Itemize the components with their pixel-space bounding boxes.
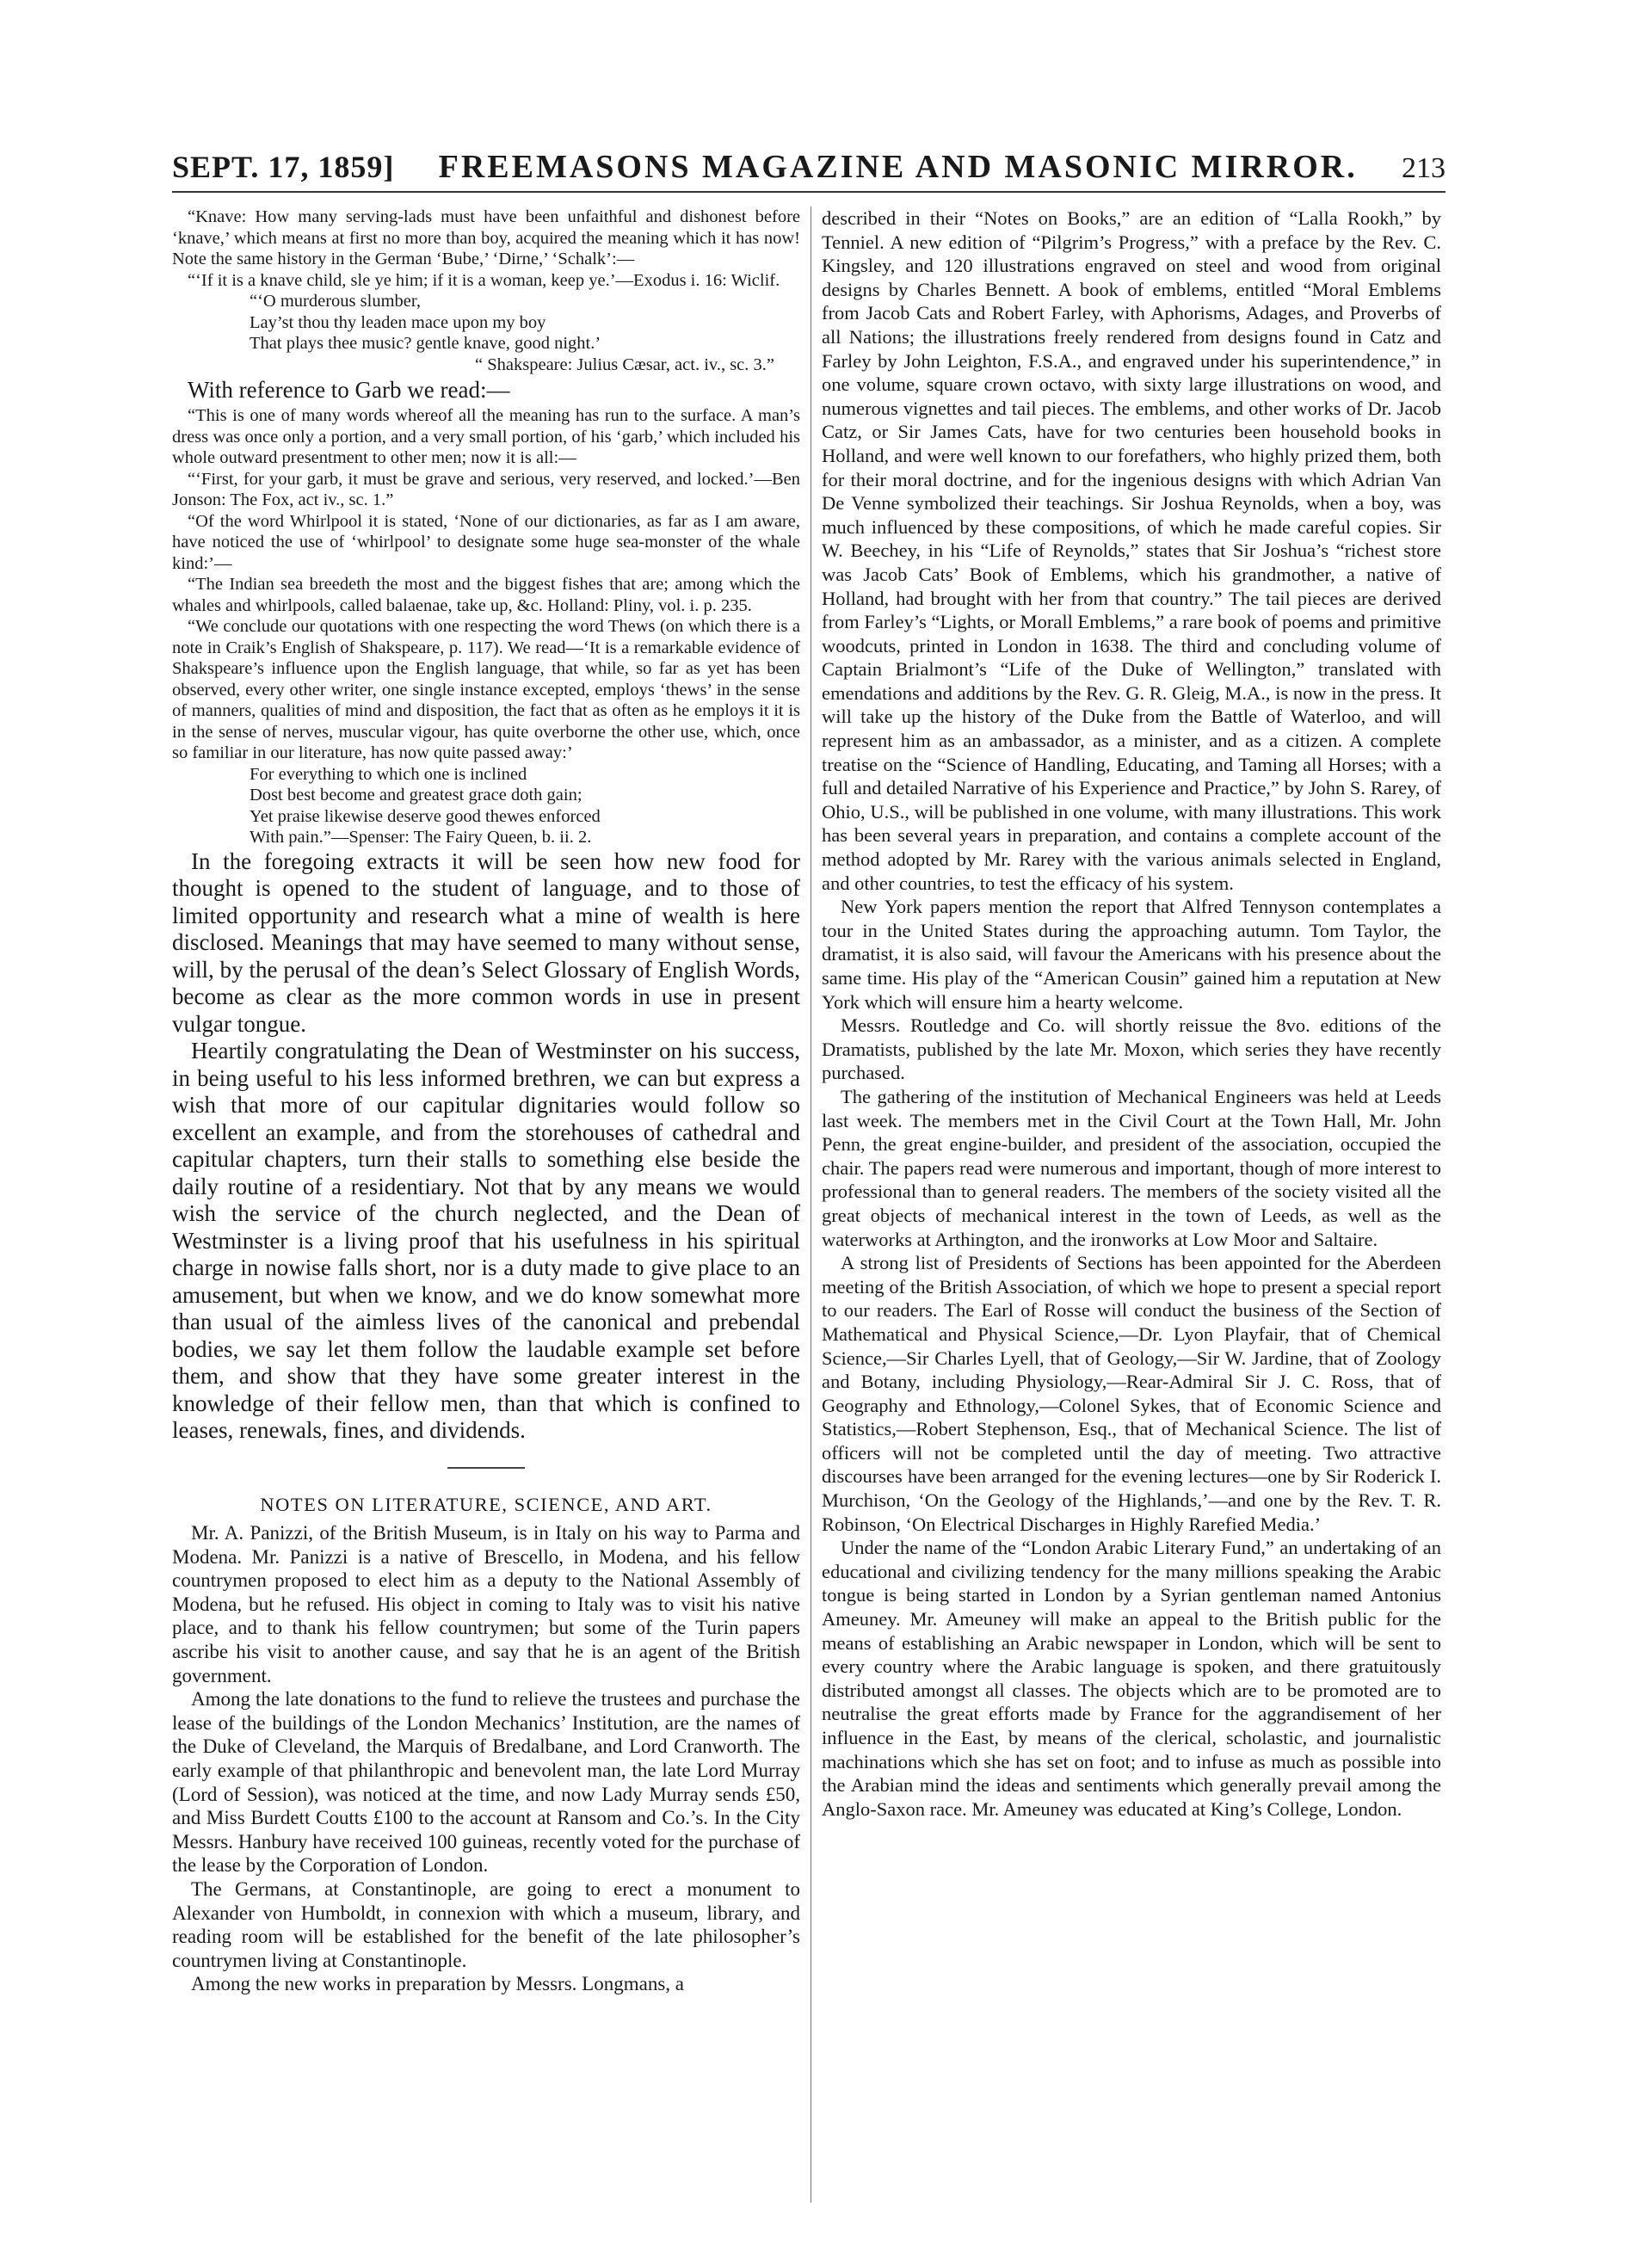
page-number: 213	[1402, 152, 1446, 184]
verse-line: For everything to which one is inclined	[250, 764, 527, 784]
panizzi-paragraph: Mr. A. Panizzi, of the British Museum, is in Italy on his way to Parma and Modena. Mr. Panizzi is a native of Brescello, in Modena, and his fellow countrymen proposed to elect him as a deputy to the National Assembly of Modena, but he refused. His object in coming to Italy was to visit his native place, and to thank his fellow countrymen; but some of the Turin papers ascribe his visit to another cause, and say that he is an agent of the British government.	[172, 1522, 800, 1686]
publication-title: FREEMASONS MAGAZINE AND MASONIC MIRROR.	[438, 149, 1358, 185]
verse-shakspeare	[172, 291, 800, 375]
thews-quote: “We conclude our quotations with one respecting the word Thews (on which there is a note in Craik’s English of Shakspeare, p. 117). We read—‘It is a remarkable evidence of Shakspeare’s influence upon the English language, that while, so far as yet has been observed, every other writer, one single instance excepted, employs ‘thews’ in the sense of manners, qualities of mind and disposition, the fact that as often as he employs it it is in the sense of nerves, muscular vigour, has quite overborne the other use, which, once so familiar in our literature, has now quite passed away:’	[172, 617, 800, 762]
knave-quote: “Knave: How many serving-lads must have been unfaithful and dishonest before ‘knave,’ which means at first no more than boy, acquired the meaning which it has now! Note the same history in the German ‘Bube,’ ‘Dirne,’ ‘Schalk’:—	[172, 207, 800, 268]
verse-line: “‘O murderous slumber,	[250, 292, 422, 311]
arabic-fund-paragraph: Under the name of the “London Arabic Literary Fund,” an undertaking of an educational and civilizing tendency for the many millions speaking the Arabic tongue is being started in London by a Syrian gentleman named Antonius Ameuney. Mr. Ameuney will make an appeal to the British public for the means of establishing an Arabic newspaper in London, which will be sent to every country where the Arabic language is spoken, and there gratuitously distributed amongst all classes. The objects which are to be promoted are to neutralise the great efforts made by France for the aggrandisement of her influence in the East, by means of the clerical, scholastic, and journalistic machinations which she has set on foot; and to infuse as much as possible into the Arabian mind the ideas and sentiments which generally prevail among the Anglo-Saxon race. Mr. Ameuney was educated at King’s College, London.	[822, 1537, 1441, 1820]
engineers-paragraph: The gathering of the institution of Mechanical Engineers was held at Leeds last week. The members met in the Civil Court at the Town Hall, Mr. John Penn, the great engine-builder, and president of the association, occupied the chair. The papers read were numerous and important, though of more interest to professional than to general readers. The members of the society visited all the great objects of mechanical interest in the town of Leeds, as well as the waterworks at Arthington, and the ironworks at Low Moor and Saltaire.	[822, 1085, 1441, 1250]
verse-line: That plays thee music? gentle knave, good night.’	[250, 334, 601, 353]
verse-line: Lay’st thou thy leaden mace upon my boy	[250, 312, 546, 332]
running-header	[172, 148, 1446, 193]
section-divider	[447, 1467, 525, 1469]
verse-line: Dost best become and greatest grace doth gain;	[250, 786, 583, 804]
presidents-paragraph: A strong list of Presidents of Sections has been appointed for the Aberdeen meeting of the British Association, of which we hope to present a special report to our readers. The Earl of Rosse will conduct the business of the Section of Mathematical and Physical Science,—Dr. Lyon Playfair, that of Chemical Science,—Sir Charles Lyell, that of Geology,—Sir W. Jardine, that of Zoology and Botany, including Physiology,—Rear-Admiral Sir J. C. Ross, that of Geography and Ethnology,—Colonel Sykes, that of Economic Science and Statistics,—Robert Stephenson, Esq., that of Mechanical Science. The list of officers will not be completed until the day of meeting. Two attractive discourses have been arranged for the evening lectures—one by Sir Roderick I. Murchison, ‘On the Geology of the Highlands,’—and one by the Rev. T. R. Robinson, ‘On Electrical Discharges in Highly Rarefied Media.’	[822, 1252, 1441, 1535]
germans-paragraph: The Germans, at Constantinople, are going to erect a monument to Alexander von Humboldt, in connexion with which a museum, library, and reading room will be established for the benefit of the late philosopher’s countrymen living at Constantinople.	[172, 1878, 800, 1971]
verse-line: With pain.”—Spenser: The Fairy Queen, b. ii. 2.	[250, 828, 592, 847]
congratulation-paragraph: Heartily congratulating the Dean of Westminster on his success, in being useful to his less informed brethren, we can but express a wish that more of our capitular dignitaries would follow so excellent an example, and from the storehouses of cathedral and capitular chapters, turn their stalls to something else beside the daily routine of a residentiary. Not that by any means we would wish the service of the church neglected, and the Dean of Westminster is a living proof that his usefulness in his spiritual charge in nowise falls short, nor is a duty made to give place to an amusement, but when we know, and we do know somewhat more than usual of the aimless lives of the canonical and prebendal bodies, we say let them follow the laudable example set before them, and show that they have some greater interest in the knowledge of their fellow men, than that which is confined to leases, renewals, fines, and dividends.	[172, 1038, 800, 1443]
verse-line: Yet praise likewise deserve good thewes enforced	[250, 806, 601, 826]
longmans-continued: described in their “Notes on Books,” are an edition of “Lalla Rookh,” by Tenniel. A new edition of “Pilgrim’s Progress,” with a preface by the Rev. C. Kingsley, and 120 illustrations engraved on steel and wood from original designs by Charles Bennett. A book of emblems, entitled “Moral Emblems from Jacob Cats and Robert Farley, with Aphorisms, Adages, and Proverbs of all Nations; the illustrations freely rendered from designs found in Catz and Farley by John Leighton, F.S.A., and engraved under his superintendence,” in one volume, square crown octavo, with sixty large illustrations on wood, and numerous vignettes and tail pieces. The emblems, and other works of Dr. Jacob Catz, or Sir James Cats, have for two centuries been household books in Holland, and were well known to our forefathers, who highly prized them, both for their moral doctrine, and for the ingenious designs with which Adrian Van De Venne symbolized their teachings. Sir Joshua Reynolds, when a boy, was much influenced by these compositions, of which he made careful copies. Sir W. Beechey, in his “Life of Reynolds,” states that Sir Joshua’s “richest store was Jacob Cats’ Book of Emblems, which his grandmother, a native of Holland, had brought with her from that country.” The tail pieces are derived from Farley’s “Lights, or Morall Emblems,” a rare book of poems and primitive woodcuts, printed in London in 1638. The third and concluding volume of Captain Brialmont’s “Life of the Duke of Wellington,” translated with emendations and additions by the Rev. G. R. Gleig, M.A., is now in the press. It will take up the history of the Duke from the Battle of Waterloo, and will represent him as an ambassador, as a minister, and as a citizen. A complete treatise on the “Science of Handling, Educating, and Taming all Horses; with a full and detailed Narrative of his Experience and Practice,” by John S. Rarey, of Ohio, U.S., will be published in one volume, with many illustrations. This work has been several years in preparation, and contains a complete account of the method adopted by Mr. Rarey with the various animals selected in England, and other countries, to test the efficacy of his system.	[822, 207, 1441, 894]
routledge-paragraph: Messrs. Routledge and Co. will shortly reissue the 8vo. editions of the Dramatists, published by the late Mr. Moxon, which series they have recently purchased.	[822, 1014, 1441, 1084]
garb-intro: With reference to Garb we read:—	[188, 377, 510, 403]
garb-jonson-quote: “‘First, for your garb, it must be grave and serious, very reserved, and locked.’—Ben Jonson: The Fox, act iv., sc. 1.”	[172, 469, 800, 509]
donations-paragraph: Among the late donations to the fund to relieve the trustees and purchase the lease of the buildings of the London Mechanics’ Institution, are the names of the Duke of Cleveland, the Marquis of Bredalbane, and Lord Cranworth. The early example of that philanthropic and benevolent man, the late Lord Murray (Lord of Session), was noticed at the time, and now Lady Murray sends £50, and Miss Burdett Coutts £100 to the account at Ransom and Co.’s. In the City Messrs. Hanbury have received 100 guineas, recently voted for the purchase of the lease by the Corporation of London.	[172, 1688, 800, 1877]
garb-quote: “This is one of many words whereof all the meaning has run to the surface. A man’s dress was once only a portion, and a very small portion, of his ‘garb,’ which included his whole outward presentment to other men; now it is all:—	[172, 406, 800, 467]
tennyson-paragraph: New York papers mention the report that Alfred Tennyson contemplates a tour in the United States during the approaching autumn. Tom Taylor, the dramatist, it is also said, will favour the Americans with his presence about the same time. His play of the “American Cousin” gained him a reputation at New York which will ensure him a hearty welcome.	[822, 896, 1441, 1013]
issue-date: SEPT. 17, 1859]	[172, 150, 395, 184]
verse-spenser	[172, 764, 800, 848]
indian-sea-quote: “The Indian sea breedeth the most and the biggest fishes that are; among which the whales and whirlpools, called balaenae, take up, &c. Holland: Pliny, vol. i. p. 235.	[172, 575, 800, 615]
foregoing-paragraph: In the foregoing extracts it will be seen how new food for thought is opened to the student of language, and to those of limited opportunity and research what a mine of wealth is here disclosed. Meanings that may have seemed to many without sense, will, by the perusal of the dean’s Select Glossary of English Words, become as clear as the more common words in use in present vulgar tongue.	[172, 848, 800, 1037]
left-column	[172, 207, 800, 1996]
exodus-quote: “‘If it is a knave child, sle ye him; if it is a woman, keep ye.’—Exodus i. 16: Wiclif.	[188, 270, 780, 290]
right-column	[822, 207, 1441, 1821]
section-title: NOTES ON LITERATURE, SCIENCE, AND ART.	[260, 1493, 712, 1515]
whirlpool-quote: “Of the word Whirlpool it is stated, ‘None of our dictionaries, as far as I am aware, have noticed the use of ‘whirlpool’ to designate some huge sea-monster of the whale kind:’—	[172, 511, 800, 573]
longmans-paragraph: Among the new works in preparation by Messrs. Longmans, a	[191, 1973, 684, 1995]
verse-attribution: “ Shakspeare: Julius Cæsar, act. iv., sc. 3.”	[475, 354, 774, 374]
